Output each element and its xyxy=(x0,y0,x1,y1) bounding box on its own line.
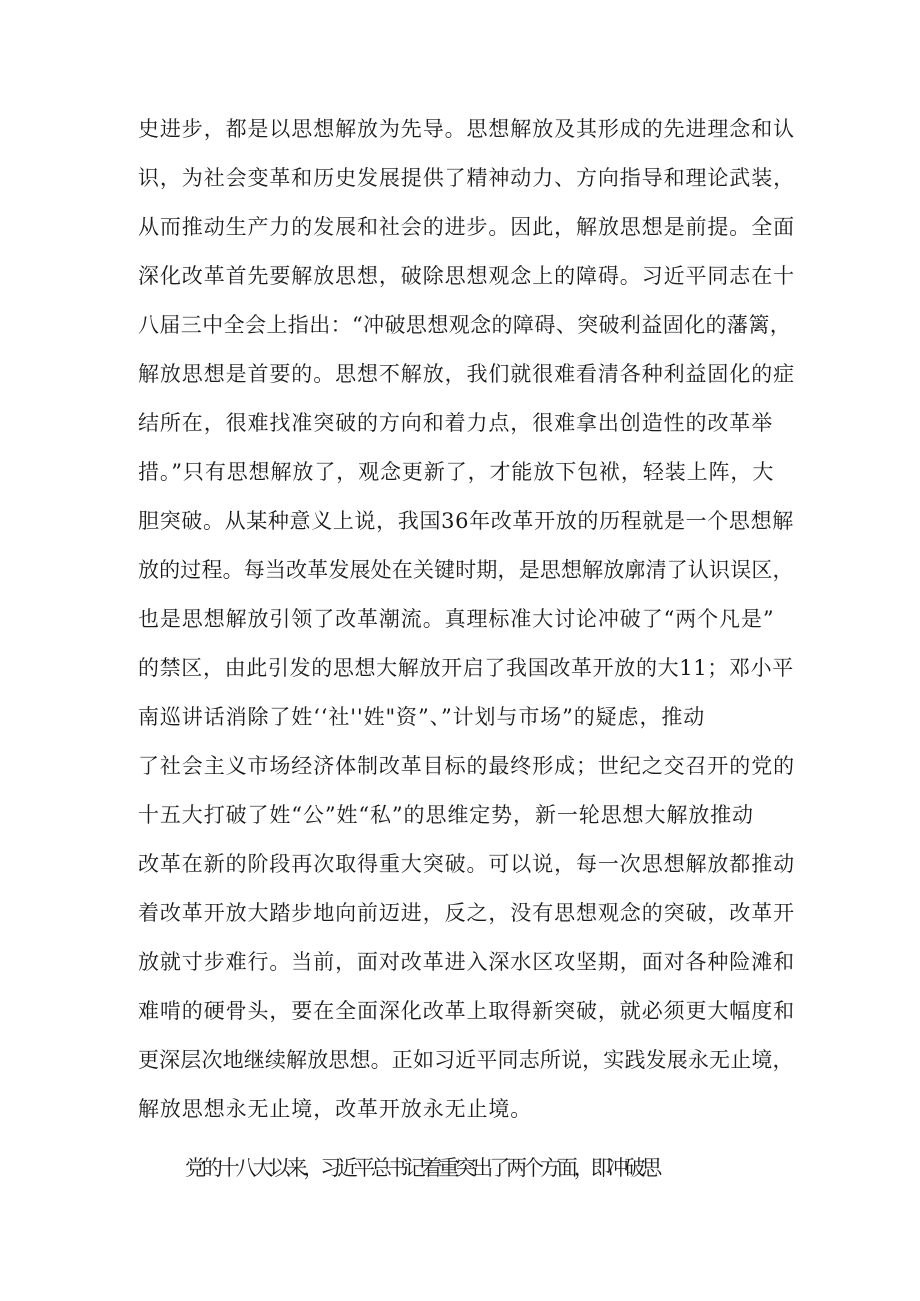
text-line: 着改革开放大踏步地向前迈进，反之，没有思想观念的突破，改革开 xyxy=(138,901,795,925)
text-line: 解放思想是首要的。思想不解放，我们就很难看清各种利益固化的症 xyxy=(138,362,795,386)
text-line: 党的十八大以来，习近平总书记着重突出了两个方面，即冲破思 xyxy=(185,1156,659,1180)
text-line: 八届三中全会上指出：“冲破思想观念的障碍、突破利益固化的藩篱， xyxy=(138,313,792,337)
text-line: 结所在，很难找准突破的方向和着力点，很难拿出创造性的改革举 xyxy=(138,411,774,435)
text-line: 识，为社会变革和历史发展提供了精神动力、方向指导和理论武装， xyxy=(138,166,795,190)
text-line: 更深层次地继续解放思想。正如习近平同志所说，实践发展永无止境， xyxy=(138,1048,794,1072)
text-line: 史进步，都是以思想解放为先导。思想解放及其形成的先进理念和认 xyxy=(138,117,795,141)
text-line: 放的过程。每当改革发展处在关键时期，是思想解放廓清了认识误区， xyxy=(138,558,794,582)
text-line: 的禁区，由此引发的思想大解放开启了我国改革开放的大11；邓小平 xyxy=(138,656,794,680)
text-line: 也是思想解放引领了改革潮流。真理标准大讨论冲破了“两个凡是” xyxy=(138,607,775,631)
text-line: 十五大打破了姓“公”姓“私”的思维定势，新一轮思想大解放推动 xyxy=(138,803,754,827)
text-line: 深化改革首先要解放思想，破除思想观念上的障碍。习近平同志在十 xyxy=(138,264,795,288)
text-line: 了社会主义市场经济体制改革目标的最终形成；世纪之交召开的党的 xyxy=(138,754,795,778)
text-line: 改革在新的阶段再次取得重大突破。可以说，每一次思想解放都推动 xyxy=(138,852,795,876)
text-line: 胆突破。从某种意义上说，我国36年改革开放的历程就是一个思想解 xyxy=(138,509,794,533)
text-line: 难啃的硬骨头，要在全面深化改革上取得新突破，就必须更大幅度和 xyxy=(138,999,795,1023)
text-line: 措。”只有思想解放了，观念更新了，才能放下包袱，轻装上阵，大 xyxy=(138,460,775,484)
text-line: 放就寸步难行。当前，面对改革进入深水区攻坚期，面对各种险滩和 xyxy=(138,950,795,974)
text-line: 南巡讲话消除了姓‘‘社''姓"资”、”计划与市场”的疑虑，推动 xyxy=(138,705,706,729)
text-line: 从而推动生产力的发展和社会的进步。因此，解放思想是前提。全面 xyxy=(138,215,795,239)
text-line: 解放思想永无止境，改革开放永无止境。 xyxy=(138,1097,533,1121)
